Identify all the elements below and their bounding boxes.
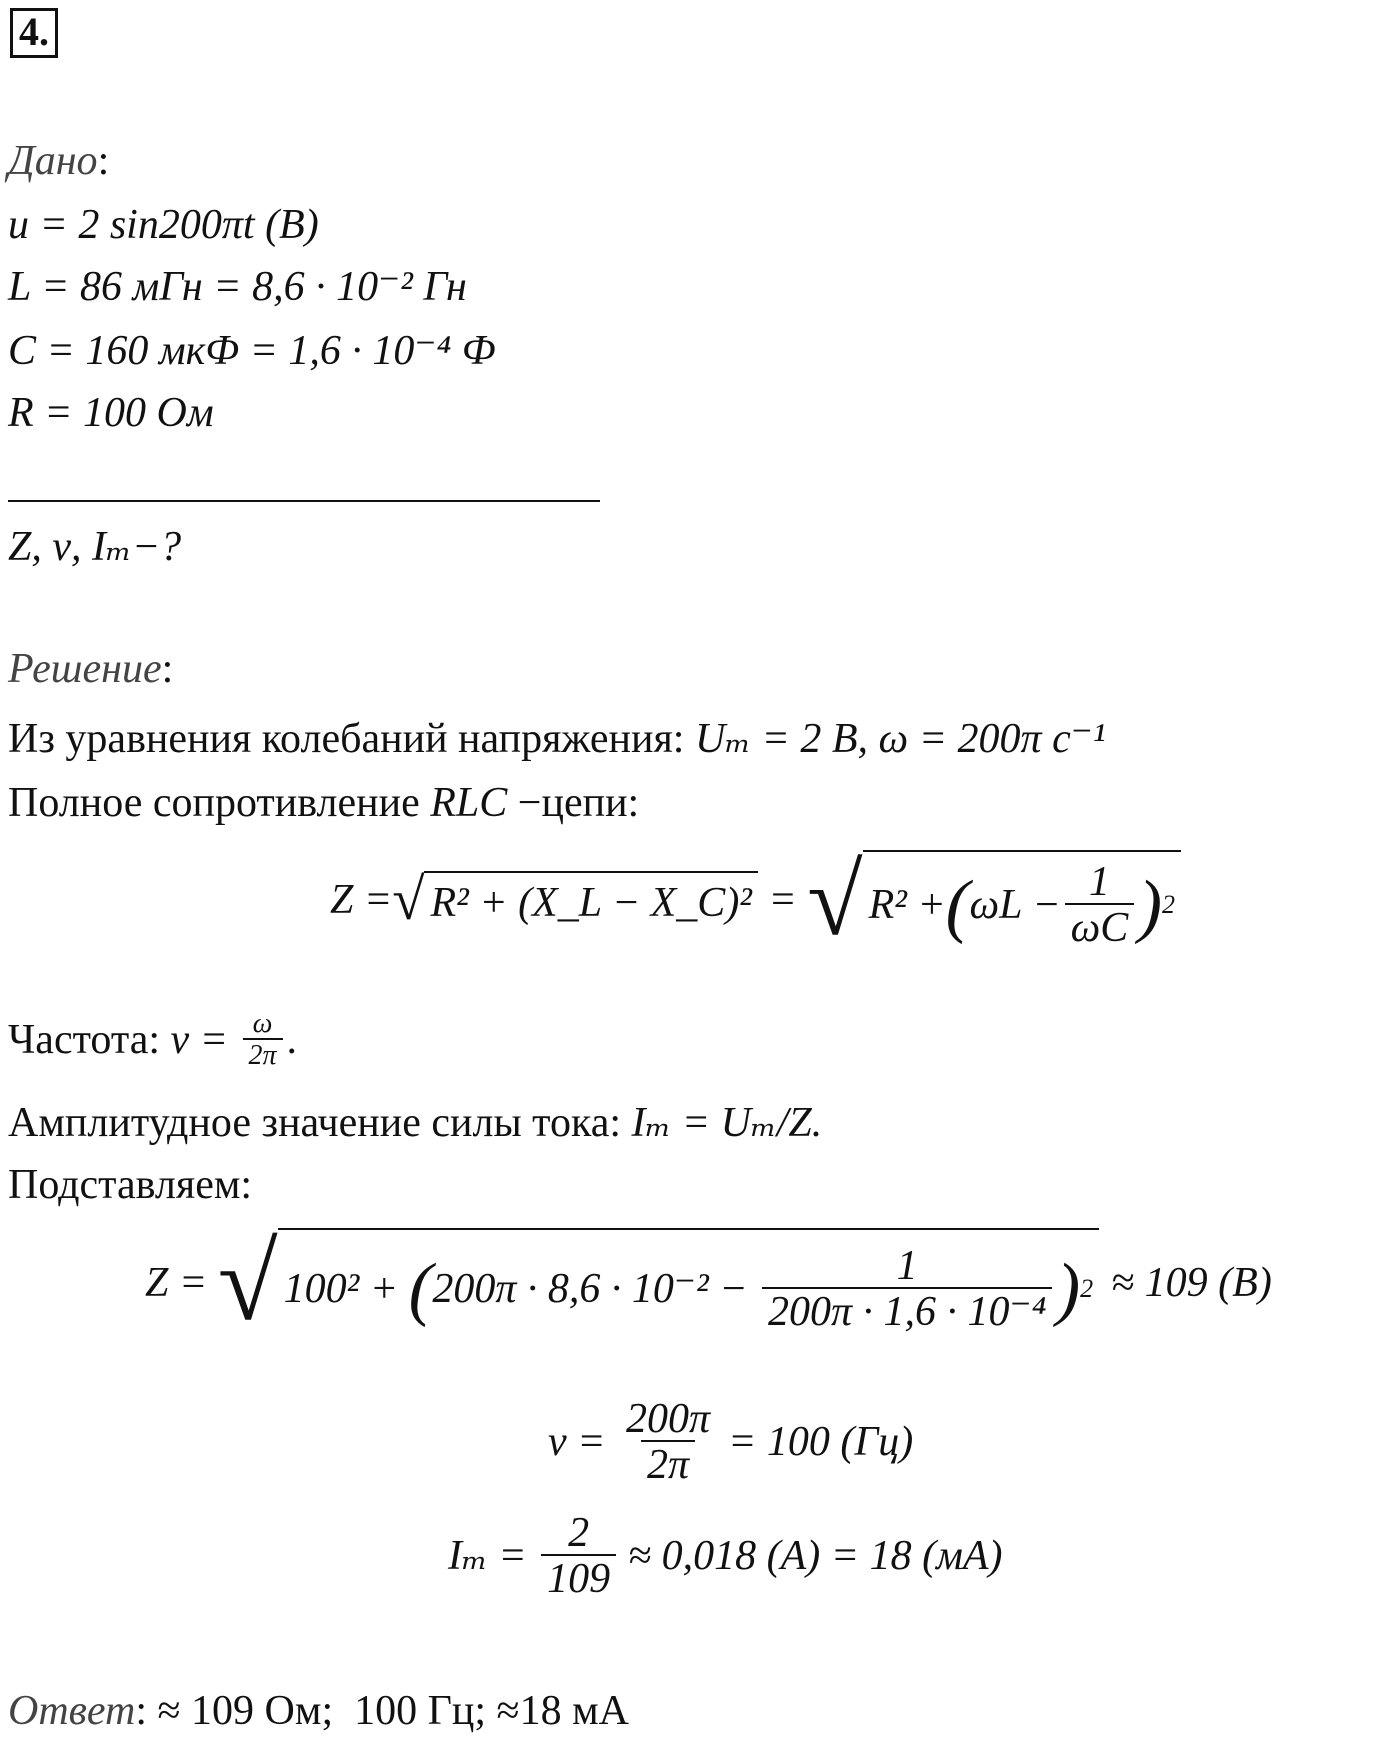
solution-colon: : <box>161 646 174 692</box>
impedance-formula <box>330 844 1181 956</box>
given-divider <box>8 500 600 502</box>
impedance-sqrt-2-b: ωL − <box>969 882 1061 929</box>
right-paren-icon: ) <box>1056 1248 1081 1328</box>
sqrt-sign-icon: √ <box>392 867 425 932</box>
problem-number: 4. <box>10 8 58 58</box>
impedance-lhs: Z = <box>330 877 393 924</box>
calc-i-fraction <box>541 1512 616 1600</box>
solution-line-2-suffix: −цепи: <box>507 780 640 826</box>
impedance-eq: = <box>757 877 808 924</box>
left-paren-icon: ( <box>408 1248 433 1328</box>
impedance-sqrt-1 <box>392 867 758 932</box>
impedance-frac-den: ωC <box>1065 903 1135 949</box>
calc-i-result: ≈ 0,018 (А) = 18 (мА) <box>628 1533 1003 1579</box>
amplitude-text: Амплитудное значение силы тока: <box>8 1100 632 1146</box>
calc-z-lhs: Z = <box>145 1259 218 1306</box>
calc-nu-num: 200π <box>625 1396 711 1442</box>
right-paren-icon: ) <box>1138 865 1163 945</box>
frequency-text: Частота: <box>8 1017 171 1063</box>
impedance-frac-num: 1 <box>1088 859 1110 906</box>
given-colon: : <box>97 138 110 184</box>
solution-line-2-formula: RLC <box>430 780 508 826</box>
calc-nu-lhs: ν = <box>548 1419 616 1465</box>
calc-nu <box>548 1398 913 1486</box>
calc-z-a: 100² + <box>283 1265 409 1312</box>
calc-z-result: ≈ 109 (В) <box>1111 1259 1272 1306</box>
calc-z-power: 2 <box>1080 1273 1094 1303</box>
calc-z-radicand <box>278 1228 1099 1337</box>
frequency-den: 2π <box>243 1038 283 1070</box>
calc-i-lhs: Iₘ = <box>448 1533 538 1579</box>
answer-heading: Ответ <box>8 1688 136 1734</box>
substitution-text: Подставляем: <box>8 1162 253 1208</box>
impedance-sqrt-2 <box>807 844 1181 956</box>
impedance-sqrt-1-radicand: R² + (X_L − X_C)² <box>424 871 757 930</box>
given-heading: Дано <box>8 138 98 184</box>
answer-line <box>8 1690 629 1732</box>
sqrt-sign-icon: √ <box>217 1222 278 1343</box>
calc-z-den: 200π · 1,6 · 10⁻⁴ <box>762 1287 1052 1333</box>
calc-nu-fraction <box>620 1398 716 1486</box>
calc-z-fraction <box>762 1242 1052 1335</box>
given-line-4: R = 100 Ом <box>8 390 214 436</box>
unknowns: Z, ν, Iₘ−? <box>8 524 182 570</box>
amplitude-formula: Iₘ = Uₘ/Z. <box>631 1100 823 1146</box>
solution-line-1-formula: Uₘ = 2 В, ω = 200π с⁻¹ <box>694 716 1106 762</box>
given-line-2: L = 86 мГн = 8,6 · 10⁻² Гн <box>8 264 467 310</box>
calc-nu-result: = 100 (Гц) <box>728 1419 914 1465</box>
frequency-fraction <box>243 1010 283 1070</box>
solution-line-2-text: Полное сопротивление <box>8 780 431 826</box>
amplitude-line <box>8 1102 822 1144</box>
left-paren-icon: ( <box>945 865 970 945</box>
calc-z-sqrt <box>217 1222 1099 1343</box>
answer-colon: : <box>135 1688 147 1734</box>
solution-line-2 <box>8 782 639 824</box>
solution-heading: Решение <box>8 646 162 692</box>
frequency-end: . <box>286 1017 298 1063</box>
given-heading-line <box>8 140 109 182</box>
frequency-num: ω <box>252 1008 273 1039</box>
calc-nu-den: 2π <box>641 1440 695 1486</box>
calc-i-den: 109 <box>541 1554 616 1600</box>
given-line-3: C = 160 мкФ = 1,6 · 10⁻⁴ Ф <box>8 328 496 374</box>
frequency-lhs: ν = <box>170 1017 239 1063</box>
solution-line-1-text: Из уравнения колебаний напряжения: <box>8 716 695 762</box>
answer-text: ≈ 109 Ом; 100 Гц; ≈18 мА <box>157 1688 629 1734</box>
solution-line-1 <box>8 718 1105 760</box>
impedance-power: 2 <box>1162 890 1176 920</box>
calc-z <box>145 1222 1272 1343</box>
calc-i <box>448 1512 1003 1600</box>
calc-z-num: 1 <box>896 1242 918 1289</box>
frequency-line <box>8 1010 297 1070</box>
sqrt-sign-icon: √ <box>807 844 863 956</box>
calc-i-num: 2 <box>568 1510 590 1556</box>
solution-heading-line <box>8 648 173 690</box>
impedance-sqrt-2-radicand <box>863 850 1181 951</box>
calc-z-b: 200π · 8,6 · 10⁻² − <box>432 1265 759 1312</box>
impedance-fraction <box>1065 859 1135 952</box>
impedance-sqrt-2-a: R² + <box>868 882 946 929</box>
given-line-1: u = 2 sin200πt (В) <box>8 202 319 248</box>
